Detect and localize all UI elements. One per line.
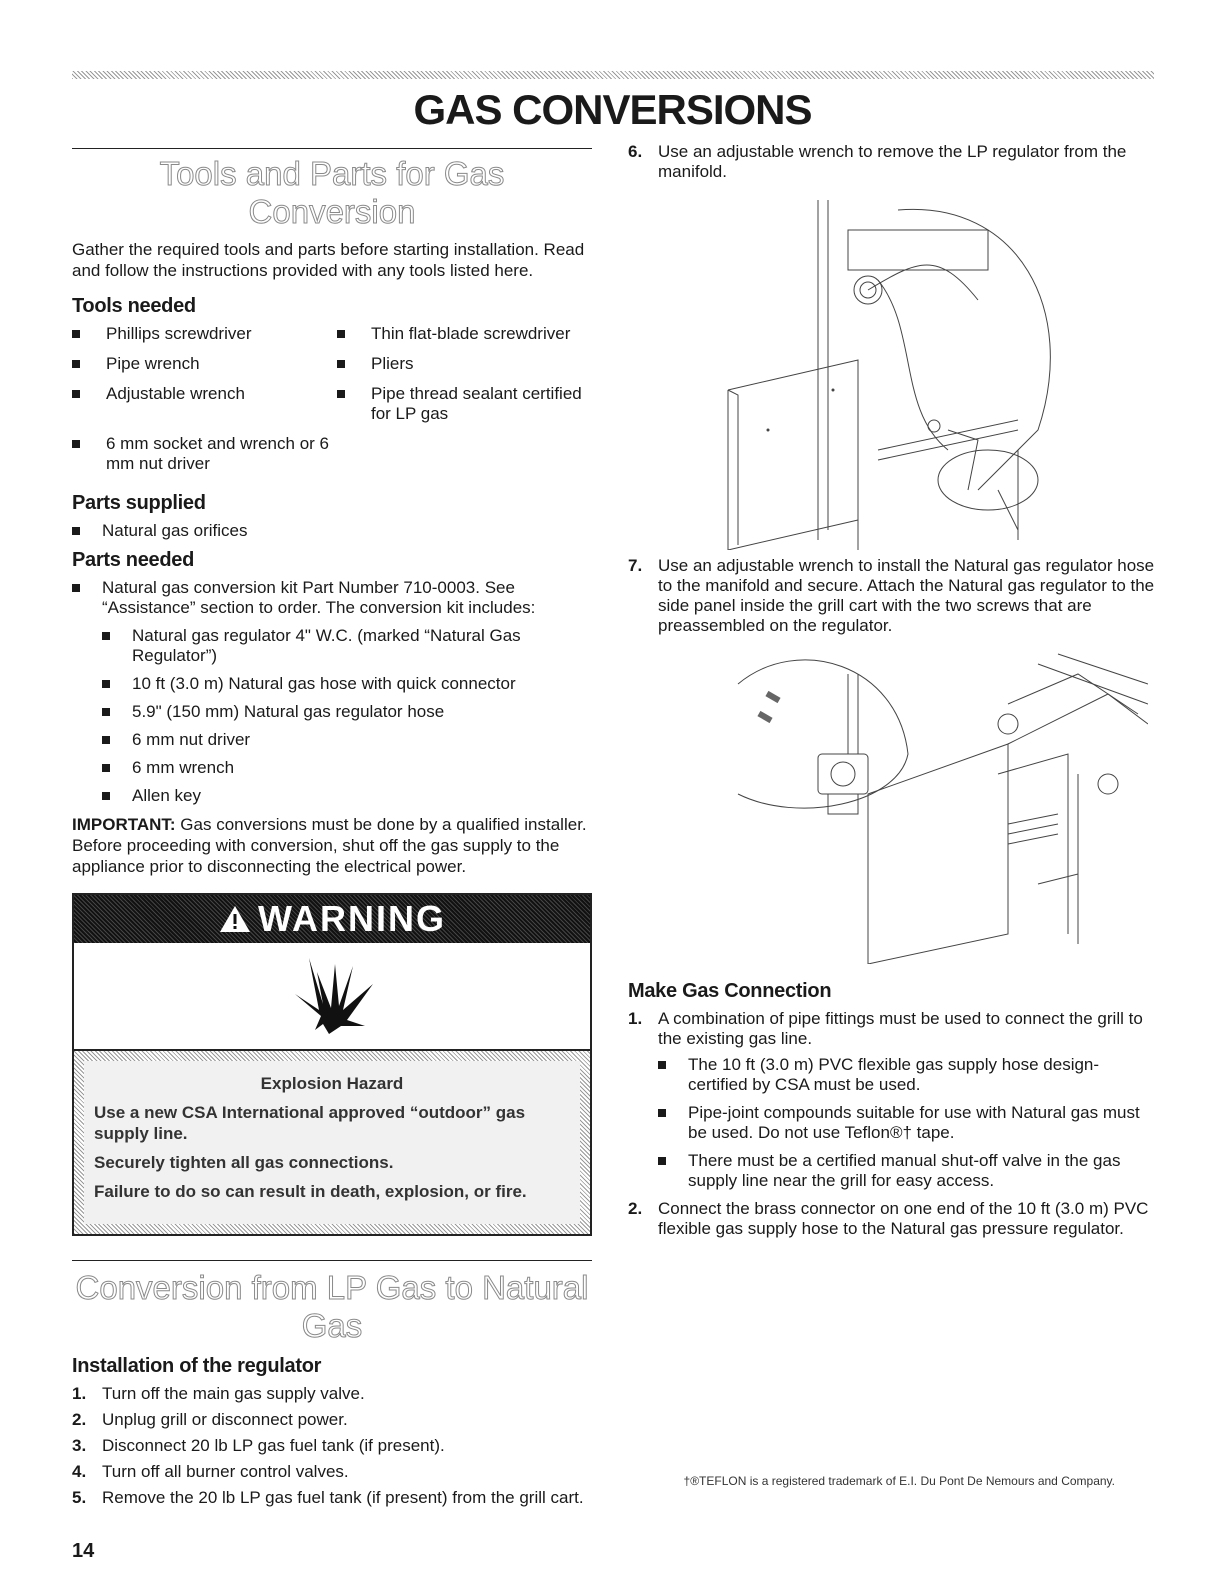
tools-intro: Gather the required tools and parts before starting installation. Read and follow the instructions provided with any tools listed here. [72, 240, 585, 280]
list-item: 5.9" (150 mm) Natural gas regulator hose [102, 702, 592, 722]
list-item: Thin flat-blade screwdriver [337, 324, 592, 344]
bullet-square-icon [72, 330, 80, 338]
list-item: 6 mm nut driver [102, 730, 592, 750]
list-item: Natural gas conversion kit Part Number 710-0003. See “Assistance” section to order. The conversion kit includes: [72, 578, 592, 618]
list-item: 2. Connect the brass connector on one end of the 10 ft (3.0 m) PVC flexible gas supply hose to the Natural gas pressure regulator. [628, 1199, 1149, 1238]
bullet-square-icon [337, 390, 345, 398]
list-item: 3. Disconnect 20 lb LP gas fuel tank (if present). [72, 1436, 445, 1455]
warning-line: Use a new CSA International approved “outdoor” gas supply line. [94, 1103, 526, 1143]
section-divider [72, 148, 592, 149]
bullet-square-icon [337, 360, 345, 368]
make-gas-connection-heading: Make Gas Connection [628, 980, 832, 1002]
teflon-footnote: †®TEFLON is a registered trademark of E.I. Du Pont De Nemours and Company. [683, 1474, 1115, 1488]
list-item: 10 ft (3.0 m) Natural gas hose with quick connector [102, 674, 592, 694]
lp-regulator-removal-illustration [718, 190, 1138, 550]
warning-header: WARNING [74, 895, 590, 943]
list-item: The 10 ft (3.0 m) PVC flexible gas supply hose design-certified by CSA must be used. [658, 1055, 1158, 1095]
warning-body [74, 1051, 590, 1234]
warning-hazard: Explosion Hazard [260, 1074, 404, 1093]
top-hatched-rule [72, 71, 1154, 79]
list-item: Natural gas regulator 4" W.C. (marked “Natural Gas Regulator”) [102, 626, 592, 666]
natural-gas-regulator-install-illustration [678, 644, 1148, 964]
list-item: 7. Use an adjustable wrench to install the Natural gas regulator hose to the manifold and secure. Attach the Natural gas regulator to the side panel inside the grill cart with the two screws that are preassembled on the regulator. [628, 556, 1155, 635]
list-item: Adjustable wrench [72, 384, 337, 424]
list-item: Pliers [337, 354, 592, 374]
list-item: 2. Unplug grill or disconnect power. [72, 1410, 348, 1429]
bullet-square-icon [72, 527, 80, 535]
bullet-square-icon [72, 440, 80, 448]
bullet-square-icon [102, 632, 110, 640]
parts-supplied-heading: Parts supplied [72, 492, 206, 514]
bullet-square-icon [658, 1061, 666, 1069]
list-item: Pipe wrench [72, 354, 337, 374]
bullet-square-icon [337, 330, 345, 338]
tools-needed-heading: Tools needed [72, 295, 196, 317]
list-item: Phillips screwdriver [72, 324, 337, 344]
list-item: 5. Remove the 20 lb LP gas fuel tank (if present) from the grill cart. [72, 1488, 584, 1507]
tools-list [72, 324, 592, 484]
bullet-square-icon [658, 1109, 666, 1117]
section-divider [72, 1260, 592, 1261]
list-item: Natural gas orifices [72, 521, 592, 541]
warning-box [72, 893, 592, 1236]
bullet-square-icon [658, 1157, 666, 1165]
bullet-square-icon [102, 708, 110, 716]
bullet-square-icon [72, 390, 80, 398]
page-number: 14 [72, 1540, 95, 1562]
bullet-square-icon [72, 584, 80, 592]
bullet-square-icon [102, 792, 110, 800]
list-item: 6 mm wrench [102, 758, 592, 778]
left-column [72, 148, 592, 1514]
list-item: Pipe thread sealant certified for LP gas [337, 384, 592, 424]
list-item: 1. Turn off the main gas supply valve. [72, 1384, 365, 1403]
warning-line: Securely tighten all gas connections. [94, 1153, 394, 1172]
bullet-square-icon [72, 360, 80, 368]
regulator-heading: Installation of the regulator [72, 1355, 322, 1377]
bullet-square-icon [102, 764, 110, 772]
tools-section-title: Tools and Parts for Gas Conversion [159, 155, 505, 230]
warning-triangle-icon [218, 904, 252, 934]
explosion-icon [287, 954, 377, 1038]
bullet-square-icon [102, 736, 110, 744]
conversion-section-title: Conversion from LP Gas to Natural Gas [75, 1269, 589, 1344]
right-column [628, 142, 1158, 1245]
list-item: 6. Use an adjustable wrench to remove the LP regulator from the manifold. [628, 142, 1127, 181]
bullet-square-icon [102, 680, 110, 688]
list-item: 1. A combination of pipe fittings must be used to connect the grill to the existing gas line. [628, 1009, 1143, 1048]
list-item: 4. Turn off all burner control valves. [72, 1462, 349, 1481]
page-title: GAS CONVERSIONS [413, 86, 812, 133]
list-item: 6 mm socket and wrench or 6 mm nut driver [72, 434, 337, 474]
list-item: Pipe-joint compounds suitable for use with Natural gas must be used. Do not use Teflon®† tape. [658, 1103, 1158, 1143]
parts-needed-heading: Parts needed [72, 549, 195, 571]
important-note: IMPORTANT: Gas conversions must be done by a qualified installer. Before proceeding with conversion, shut off the gas supply to the appliance prior to disconnecting the electrical power. [72, 815, 587, 876]
list-item: Allen key [102, 786, 592, 806]
list-item: There must be a certified manual shut-off valve in the gas supply line near the grill for easy access. [658, 1151, 1158, 1191]
warning-line: Failure to do so can result in death, explosion, or fire. [94, 1182, 527, 1201]
explosion-icon-area [74, 943, 590, 1051]
